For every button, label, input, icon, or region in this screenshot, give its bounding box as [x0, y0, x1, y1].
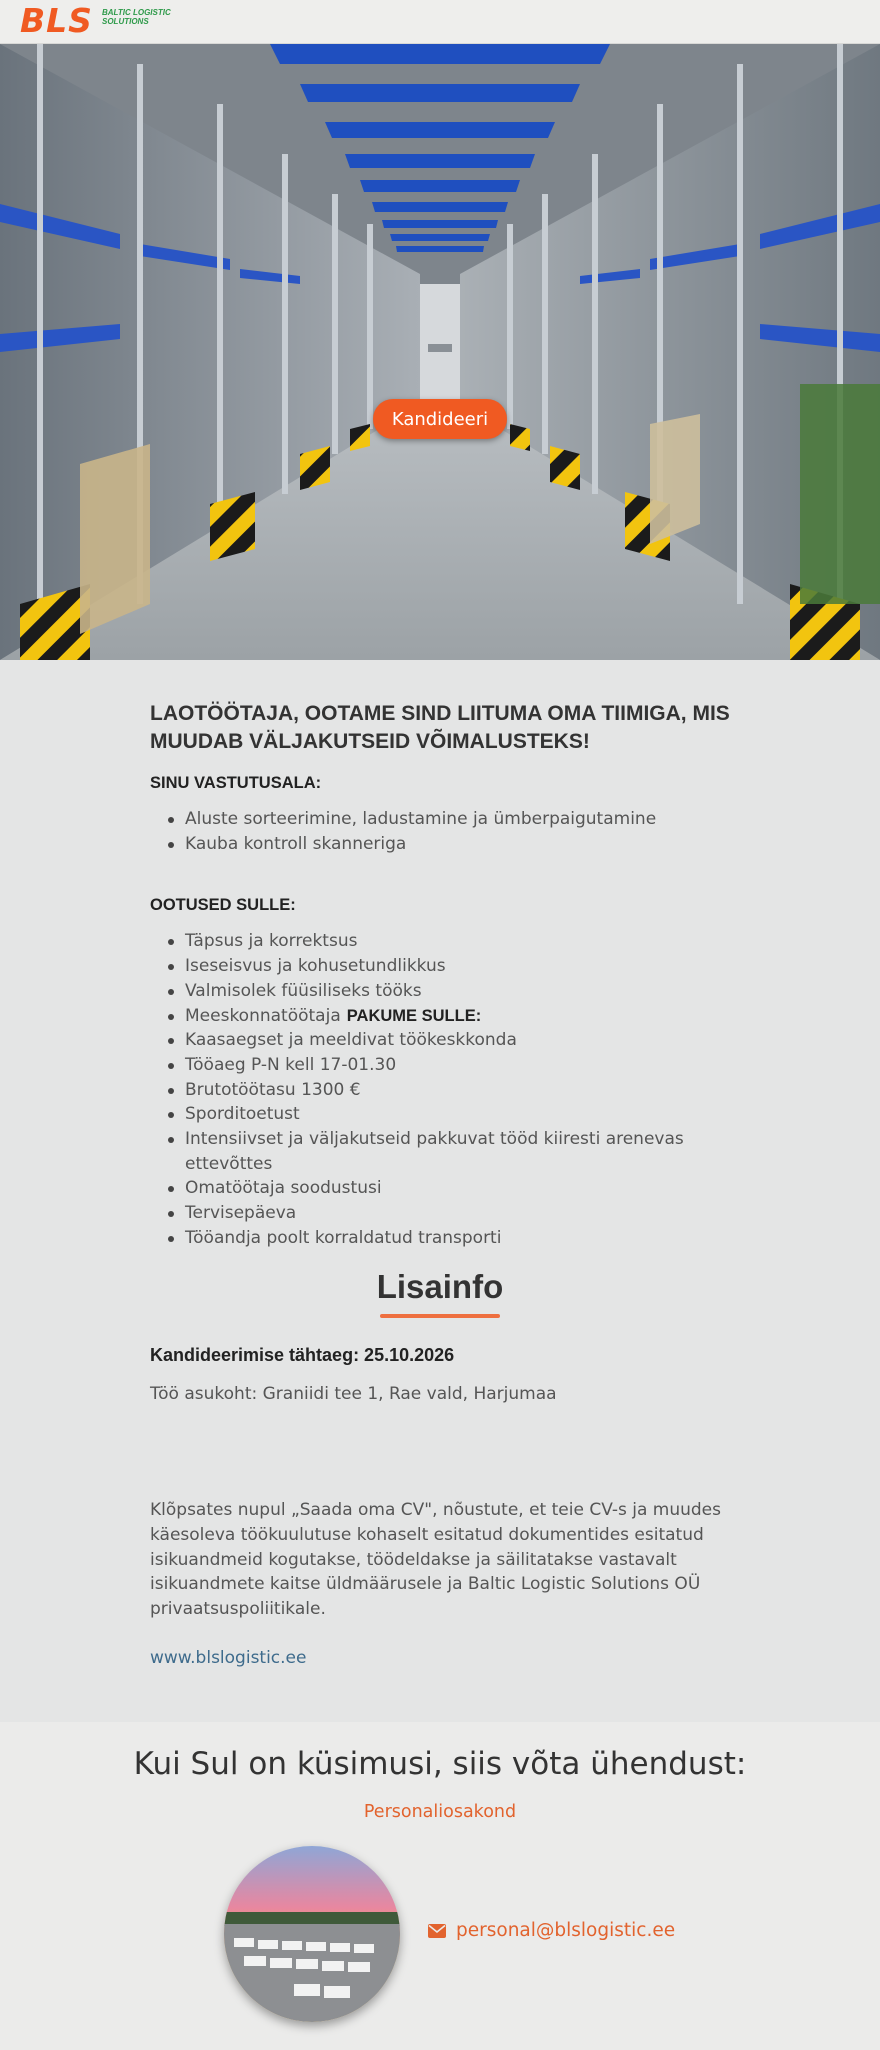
website-link[interactable]: www.blslogistic.ee [150, 1648, 307, 1668]
list-item: Tervisepäeva [150, 1201, 740, 1226]
job-headline: LAOTÖÖTAJA, OOTAME SIND LIITUMA OMA TIIMIGA, MIS MUUDAB VÄLJAKUTSEID VÕIMALUSTEKS! [150, 702, 730, 753]
department-name: Personaliosakond [363, 1802, 517, 1822]
additional-info-heading [0, 1268, 880, 1318]
list-item: Kaasaegset ja meeldivat töökeskkonda [150, 1028, 740, 1053]
list-item [150, 1004, 740, 1029]
envelope-icon [428, 1924, 446, 1938]
logo-text: BALTIC LOGISTIC SOLUTIONS [102, 8, 171, 26]
job-location: Töö asukoht: Graniidi tee 1, Rae vald, Harjumaa [150, 1384, 557, 1404]
list-item: Sporditoetust [150, 1102, 740, 1127]
additional-info-title: Lisainfo [376, 1268, 504, 1305]
list-item: Valmisolek füüsiliseks tööks [150, 979, 740, 1004]
truck-depot-image [224, 1846, 400, 2022]
privacy-consent-text: Klõpsates nupul „Saada oma CV", nõustute, et teie CV-s ja muudes käesoleva töökuulutuse kohaselt esitatud dokumentides esitatud isikuandmeid kogutakse, töödeldakse ja säilitatakse vastavalt isikuandmete kaitse üldmäärusele ja Baltic Logistic Solutions OÜ privaatsuspoliitikale. [150, 1500, 721, 1620]
expectations-title: OOTUSED SULLE: [150, 896, 296, 915]
logo-mark: BLS [20, 1, 93, 40]
list-item: Tööandja poolt korraldatud transporti [150, 1226, 740, 1251]
apply-button[interactable]: Kandideeri [373, 399, 507, 439]
expectations-list [150, 929, 740, 1250]
email-link[interactable] [428, 1920, 675, 1941]
email-address: personal@blslogistic.ee [456, 1920, 676, 1941]
list-item: Aluste sorteerimine, ladustamine ja ümberpaigutamine [150, 807, 740, 832]
list-item: Brutotöötasu 1300 € [150, 1078, 740, 1103]
contact-avatar [224, 1846, 400, 2022]
contact-section [0, 1722, 880, 2050]
list-item: Omatöötaja soodustusi [150, 1176, 740, 1201]
list-item: Iseseisvus ja kohusetundlikkus [150, 954, 740, 979]
list-item: Intensiivset ja väljakutseid pakkuvat tööd kiiresti arenevas ettevõttes [150, 1127, 740, 1176]
responsibilities-title: SINU VASTUTUSALA: [150, 774, 322, 792]
list-item: Tööaeg P-N kell 17-01.30 [150, 1053, 740, 1078]
responsibilities-list [150, 807, 740, 856]
job-description [150, 700, 740, 1251]
title-underline [380, 1314, 500, 1318]
list-item: Täpsus ja korrektsus [150, 929, 740, 954]
application-deadline: Kandideerimise tähtaeg: 25.10.2026 [150, 1345, 455, 1365]
top-bar [0, 0, 880, 44]
warehouse-aisle-image [0, 44, 880, 660]
list-item-text: Meeskonnatöötaja [185, 1005, 341, 1026]
contact-title: Kui Sul on küsimusi, siis võta ühendust: [133, 1746, 747, 1782]
company-logo[interactable] [20, 1, 190, 40]
hero-banner [0, 44, 880, 660]
list-item: Kauba kontroll skanneriga [150, 832, 740, 857]
offer-title: PAKUME SULLE: [346, 1006, 482, 1025]
